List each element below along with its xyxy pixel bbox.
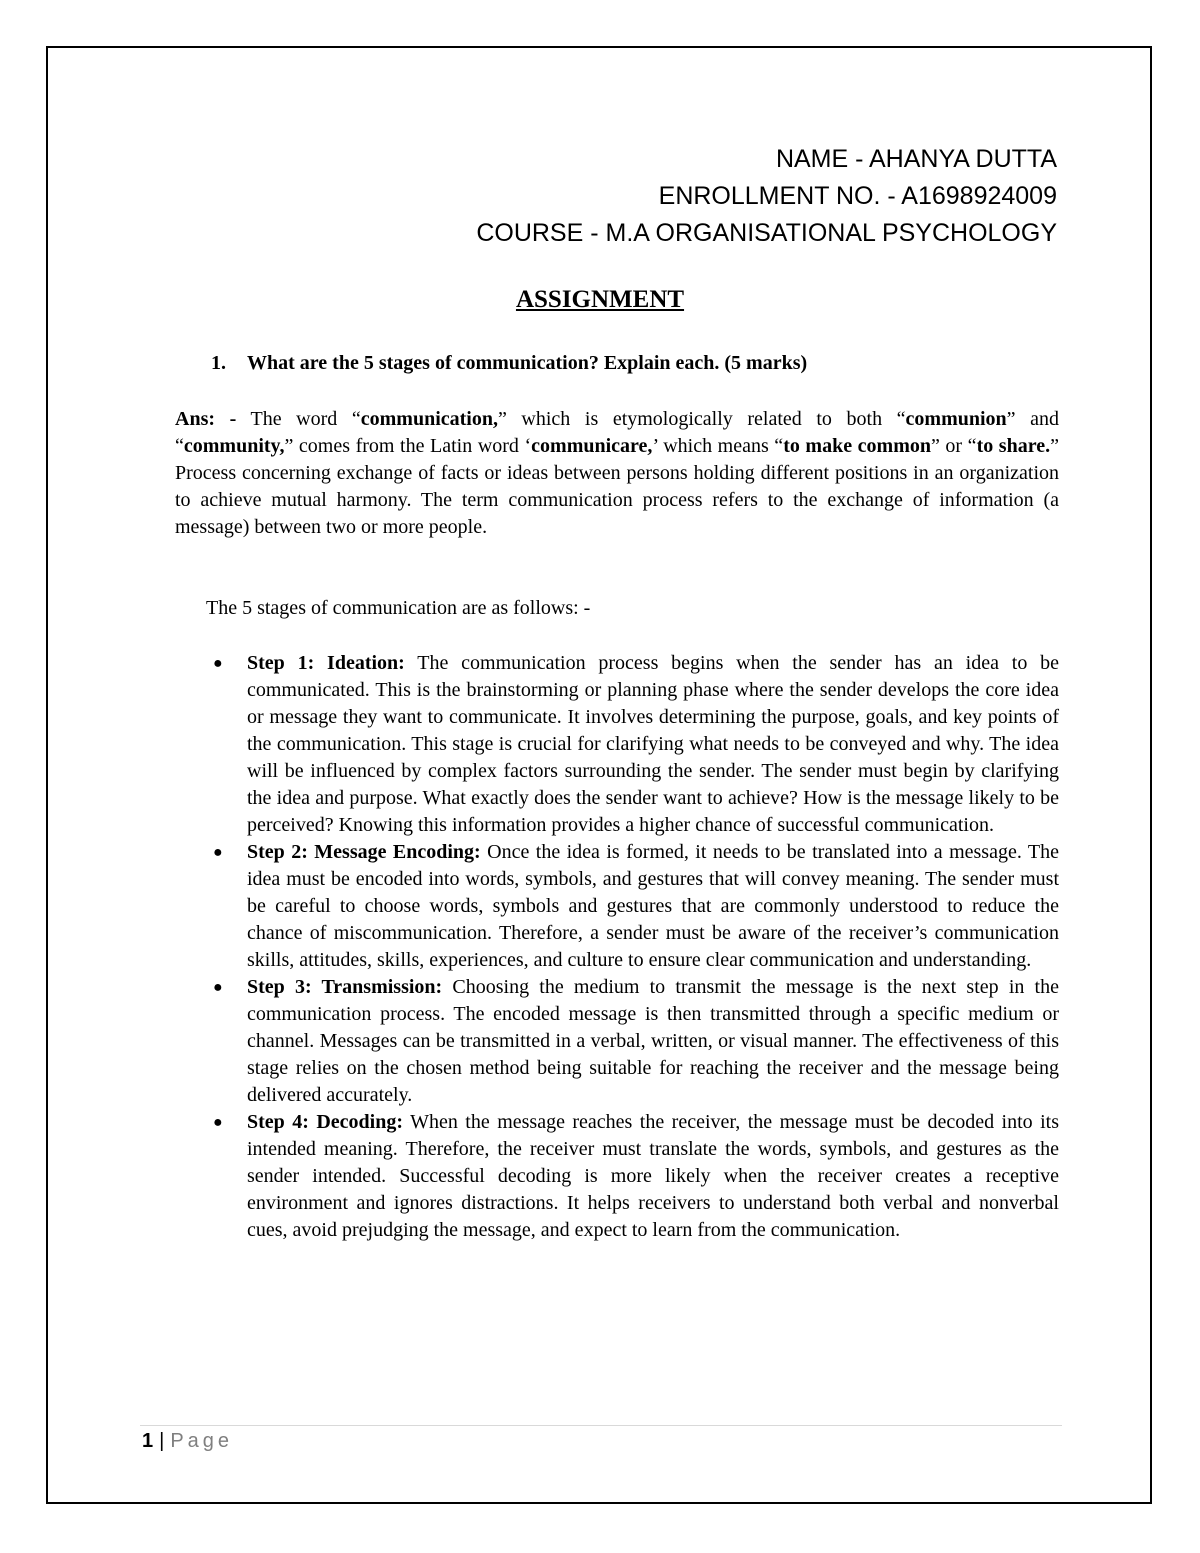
list-item [205,1109,1059,1244]
bullet-icon: ● [213,655,223,672]
bullet-icon: ● [213,979,223,996]
assignment-title: ASSIGNMENT [515,286,685,313]
page-number: 1 [142,1430,154,1452]
page-separator: | [159,1430,165,1452]
course-name: COURSE - M.A ORGANISATIONAL PSYCHOLOGY [476,219,1057,247]
step-heading: Step 1: Ideation: [247,652,405,674]
answer-text: ” and “ [175,408,1059,457]
step-heading: Step 2: Message Encoding: [247,841,481,863]
page-footer [142,1430,233,1453]
bullet-icon: ● [213,1114,223,1131]
answer-text: ” Process concerning exchange of facts or ideas between persons holding different positions in an organization to achieve mutual harmony. The term communication process refers to the exchange of information (a message) between two or more people. [175,435,1059,538]
list-item [205,974,1059,1109]
answer-bold-term: to make common [783,435,931,457]
stages-list [205,650,1059,1244]
step-heading: Step 4: Decoding: [247,1111,404,1133]
answer-bold-term: communicare, [531,435,653,457]
question-number: 1. [211,352,226,374]
footer-divider [140,1425,1062,1426]
question-text: What are the 5 stages of communication? Explain each. (5 marks) [247,352,808,374]
answer-text: ’ which means “ [652,435,784,457]
answer-bold-term: communication, [360,408,498,430]
stages-intro: The 5 stages of communication are as follows: - [206,597,591,619]
answer-text: ” or “ [930,435,977,457]
question-1 [211,352,807,375]
step-text: The communication process begins when the sender has an idea to be communicated. This is the brainstorming or planning phase where the sender develops the core idea or message they want to communicate. It involves determining the purpose, goals, and key points of the communication. This stage is crucial for clarifying what needs to be conveyed and why. The idea will be influenced by complex factors surrounding the sender. The sender must begin by clarifying the idea and purpose. What exactly does the sender want to achieve? How is the message likely to be perceived? Knowing this information provides a higher chance of successful communication. [247,652,1059,836]
answer-bold-term: communion [905,408,1007,430]
step-heading: Step 3: Transmission: [247,976,443,998]
enrollment-number: ENROLLMENT NO. - A1698924009 [658,182,1057,210]
answer-paragraph [175,406,1059,541]
answer-text: The word “ [236,408,361,430]
answer-label: Ans: - [175,408,237,430]
page-word: Page [170,1430,234,1452]
answer-bold-term: to share. [976,435,1051,457]
step-text: Choosing the medium to transmit the message is the next step in the communication process. The encoded message is then transmitted through a specific medium or channel. Messages can be transmitted in a verbal, written, or visual manner. The effectiveness of this stage relies on the chosen method being suitable for reaching the receiver and the message being delivered accurately. [247,976,1059,1106]
answer-text: ” comes from the Latin word ‘ [284,435,532,457]
list-item [205,650,1059,839]
list-item [205,839,1059,974]
student-name: NAME - AHANYA DUTTA [775,145,1057,173]
bullet-icon: ● [213,844,223,861]
step-text: Once the idea is formed, it needs to be translated into a message. The idea must be encoded into words, symbols, and gestures that will convey meaning. The sender must be careful to choose words, symbols and gestures that are commonly understood to reduce the chance of miscommunication. Therefore, a sender must be aware of the receiver’s communication skills, attitudes, skills, experiences, and culture to ensure clear communication and understanding. [247,841,1059,971]
step-text: When the message reaches the receiver, the message must be decoded into its intended meaning. Therefore, the receiver must translate the words, symbols, and gestures as the sender intended. Successful decoding is more likely when the receiver creates a receptive environment and ignores distractions. It helps receivers to understand both verbal and nonverbal cues, avoid prejudging the message, and expect to learn from the communication. [247,1111,1060,1241]
answer-text: ” which is etymologically related to both “ [497,408,906,430]
answer-bold-term: community, [183,435,285,457]
student-header [476,141,1057,252]
